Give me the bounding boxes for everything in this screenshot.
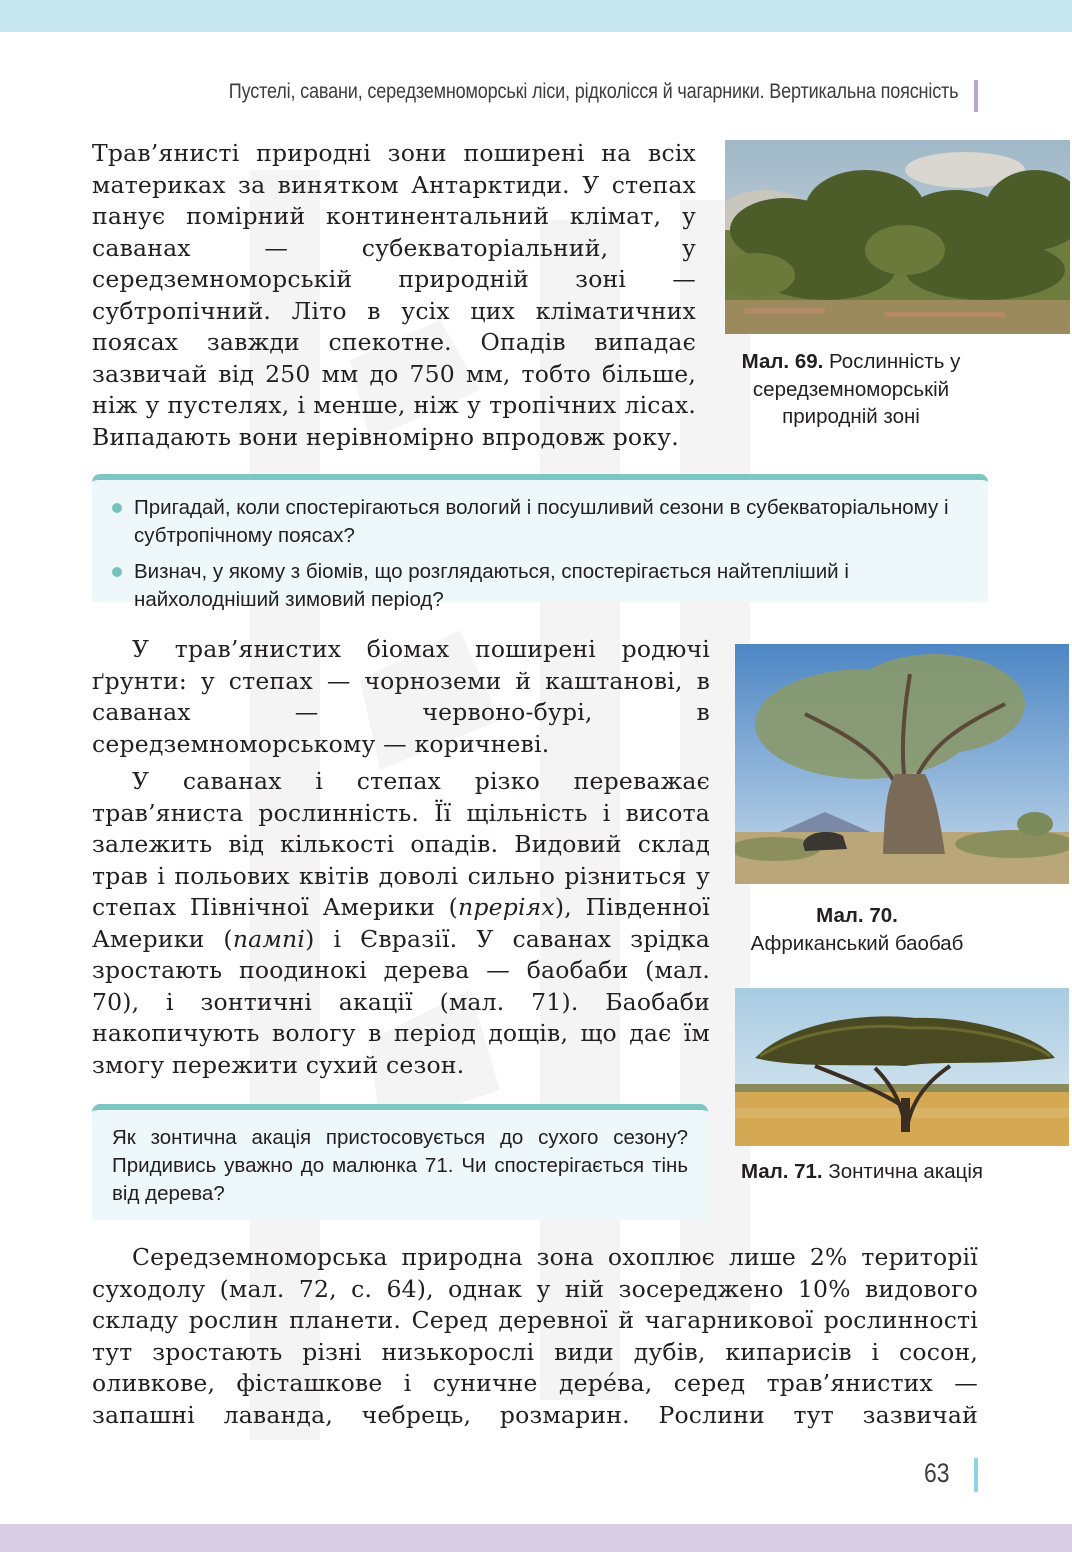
vegetation-text-2: ), Південної Америки (: [92, 893, 710, 953]
figure-69-label: Мал. 69.: [741, 350, 824, 373]
page-number-accent-bar: [974, 1458, 978, 1492]
question-text: Пригадай, коли спостерігаються вологий і посушливий сезони в субекваторіальному і субтропічному поясах?: [134, 496, 949, 547]
page-number: 63: [924, 1458, 950, 1488]
figure-71-label: Мал. 71.: [740, 1160, 823, 1183]
figure-70-caption: [724, 902, 990, 957]
bottom-decorative-band: [0, 1524, 1072, 1552]
soils-paragraph: [92, 634, 710, 760]
figure-69-caption: [718, 348, 984, 431]
top-decorative-band: [0, 0, 1072, 32]
mediterranean-paragraph-text: Середземноморська природна зона охоплює лише 2% території суходолу (мал. 72, с. 64), однак у ній зосереджено 10% видового складу рослин планети. Серед деревної й чагарникової рослинності тут зростають різні низькорослі види дубів, кипарисів і сосон, оливкове, фісташкове і суничне дере́ва, серед трав’янистих — запашні лаванда, чебрець, розмарин. Рослини тут зазвичай: [92, 1243, 978, 1429]
bullet-icon: [112, 503, 122, 513]
questions-box: [92, 474, 988, 611]
soils-paragraph-text: У трав’янистих біомах поширені родючі ґрунти: у степах — чорноземи й каштанові, в саванах — червоно-бурі, в середземноморському — коричневі.: [92, 635, 710, 758]
question-item: [112, 494, 974, 550]
term-prairies: преріях: [458, 893, 555, 921]
figure-70-caption-text: Африканський баобаб: [750, 931, 964, 955]
intro-paragraph: [92, 138, 696, 453]
figure-71-caption-text: Зонтична акація: [828, 1160, 983, 1183]
vegetation-text-1: У саванах і степах різко переважає трав’яниста рослинність. Її щільність і висота залежить від кількості опадів. Видовий склад трав і польових квітів доволі сильно різниться у степах Північної Америки (: [92, 767, 710, 921]
figure-69-caption-text: Рослинність у середземноморській природній зоні: [752, 350, 961, 428]
figure-71-caption: [730, 1158, 994, 1186]
figure-70-label: Мал. 70.: [816, 904, 898, 927]
mediterranean-paragraph: [92, 1242, 978, 1431]
question-item: [112, 558, 974, 614]
question-text: Визнач, у якому з біомів, що розглядаються, спостерігається найтепліший і найхолодніший зимовий період?: [134, 560, 849, 611]
header-accent-bar: [974, 80, 978, 112]
term-pampas: пампі: [232, 924, 306, 953]
figure-71-photo: [735, 988, 1069, 1146]
acacia-question-text: Як зонтична акація пристосовується до сухого сезону? Придивись уважно до малюнка 71. Чи спостерігається тінь від дерева?: [112, 1126, 688, 1205]
acacia-question-box: [92, 1104, 708, 1220]
vegetation-text-3: ) і Євразії. У саванах зрідка зростають поодинокі дерева — баобаби (мал. 70), і зонтичні акації (мал. 71). Баобаби накопичують вологу в період дощів, що дає їм змогу пережити сухий сезон.: [92, 924, 710, 1079]
intro-paragraph-text: Трав’янисті природні зони поширені на всіх материках за винятком Антарктиди. У степах панує помірний континентальний клімат, у саванах — субекваторіальний, у середземноморській природній зоні — субтропічний. Літо в усіх цих кліматичних поясах завжди спекотне. Опадів випадає зазвичай від 250 мм до 750 мм, тобто більше, ніж у пустелях, і менше, ніж у тропічних лісах. Випадають вони нерівномірно впродовж року.: [92, 139, 696, 451]
figure-69-photo: [725, 140, 1070, 334]
vegetation-paragraph-text: [92, 766, 710, 1081]
figure-70-photo: [735, 644, 1069, 884]
vegetation-paragraph: [92, 766, 710, 1081]
running-header: Пустелі, савани, середземноморські ліси, рідколісся й чагарники. Вертикальна поясність: [228, 80, 958, 103]
bullet-icon: [112, 567, 122, 577]
